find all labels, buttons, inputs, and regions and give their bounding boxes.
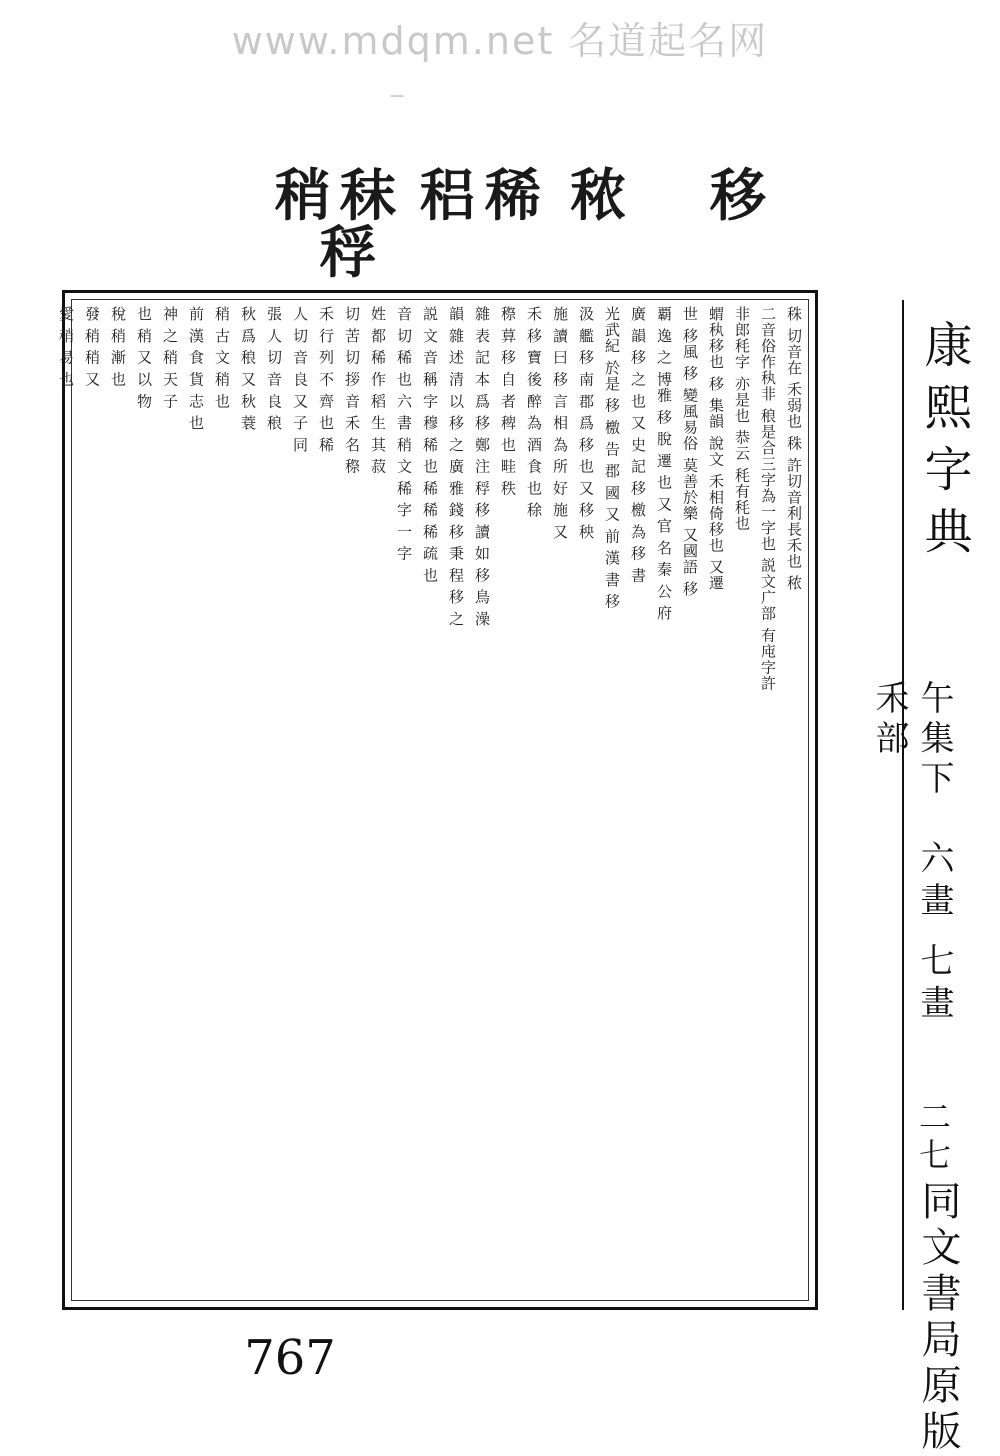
seal-char-7: 稃 xyxy=(320,220,376,286)
text-column: 廣 韻 移 之 也 又 史 記 移 檄 為 移 書 xyxy=(629,306,647,584)
seal-char-3: 稀 xyxy=(485,163,541,229)
seal-char-1: 移 xyxy=(710,163,766,229)
text-column: 姓 都 稀 作 稻 生 其 菽 xyxy=(369,306,387,475)
text-column: 發 稍 稍 又 xyxy=(83,306,101,388)
seal-script-row xyxy=(270,150,790,286)
publisher-label: 同文書局原版 xyxy=(915,1180,961,1456)
sidebar-divider xyxy=(902,300,904,1310)
text-column: 光武紀 於是 移 檄 告 郡 國 又 前 漢 書 移 xyxy=(603,306,621,610)
text-column: 也 稍 又 以 物 xyxy=(135,306,153,410)
text-column: 雜 表 記 本 爲 移 鄭 注 稃 移 讀 如 移 鳥 澡 xyxy=(473,306,491,627)
seal-char-6: 稍 xyxy=(275,163,331,229)
text-column: 覇 逸 之 博雅 移 脫 遷 也 又 官 名 秦 公 府 xyxy=(655,306,673,621)
text-column: 世 移風 移 變風易俗 莫善於樂 又國語 移 xyxy=(681,306,699,597)
text-column: 禾 移 寶 後 醉 為 酒 食 也 稌 xyxy=(525,306,543,518)
text-column: 切 苦 切 拶 音 禾 名 穄 xyxy=(343,306,361,475)
page-number: 767 xyxy=(244,1330,336,1386)
seal-char-5: 秣 xyxy=(340,163,396,229)
text-columns xyxy=(57,306,803,1294)
header-mark: — xyxy=(390,88,404,104)
text-column: 韻 雜 述 清 以 移 之 廣 雅 錢 移 秉 程 移 之 xyxy=(447,306,465,627)
text-column: 秼 切音在 禾弱也 秼 許切音利長禾也 秾 xyxy=(785,306,803,591)
radical-label: 禾部 xyxy=(869,680,909,760)
text-column: 神 之 稍 天 子 xyxy=(161,306,179,410)
text-column: 二音俗作秇非 稂是合三字為一字也 説文广部 有庉字許 xyxy=(759,306,777,692)
text-column: 前 漢 食 貨 志 也 xyxy=(187,306,205,431)
text-column: 稅 稍 漸 也 xyxy=(109,306,127,388)
text-column: 施 讀 曰 移 言 相 為 所 好 施 又 xyxy=(551,306,569,540)
text-column: 人 切 音 良 又 子 同 xyxy=(291,306,309,453)
text-column: 稍 古 文 稍 也 xyxy=(213,306,231,410)
sidebar xyxy=(825,300,972,1456)
text-column: 秋 爲 稂 又 秋 蓑 xyxy=(239,306,257,431)
seal-char-2: 秾 xyxy=(570,163,626,229)
section-label: 午集下 xyxy=(914,680,954,800)
text-column: 蝟秇移也 移 集韻 說文 禾相倚移也 又遷 xyxy=(707,306,725,591)
text-column: 愛 稍 易 也 xyxy=(57,306,75,388)
dictionary-body-frame xyxy=(57,290,818,1310)
text-column: 非郎秏字 亦是也 恭云 秏有秏也 xyxy=(733,306,751,532)
book-title: 康熙字典 xyxy=(916,320,972,568)
text-column: 張 人 切 音 良 稂 xyxy=(265,306,283,431)
seal-char-4: 稆 xyxy=(420,163,476,229)
text-column: 穄 萛 移 自 者 稗 也 畦 秩 xyxy=(499,306,517,497)
folio-number: 二七 xyxy=(914,1100,952,1176)
stroke-count-label: 六畫 七畫 xyxy=(914,840,954,1027)
dictionary-body-inner xyxy=(57,299,809,1301)
text-column: 汲 艦 移 南 郡 爲 移 也 又 移 秧 xyxy=(577,306,595,540)
text-column: 説 文 音 稱 字 穆 稀 也 稀 稀 稀 疏 也 xyxy=(421,306,439,584)
text-column: 禾 行 列 不 齊 也 稀 xyxy=(317,306,335,453)
text-column: 音 切 稀 也 六 書 稍 文 稀 字 一 字 xyxy=(395,306,413,562)
watermark: www.mdqm.net 名道起名网 xyxy=(231,19,769,63)
